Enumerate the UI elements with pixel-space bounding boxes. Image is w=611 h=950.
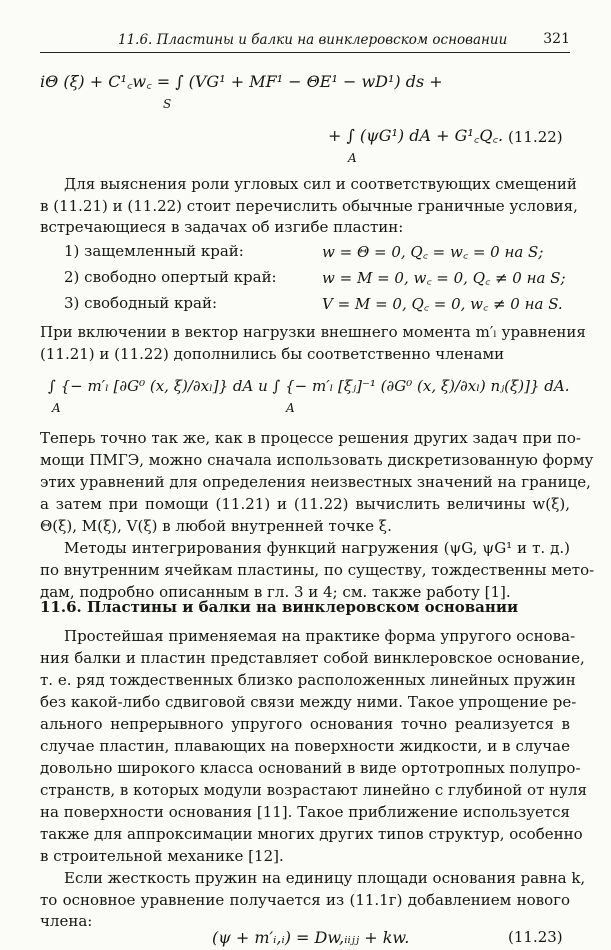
condition-label: 1) защемленный край: bbox=[64, 242, 244, 260]
p5-line: странств, в которых модули возрастают линейно с глубиной от нуля bbox=[40, 781, 587, 799]
p6-line: члена: bbox=[40, 912, 93, 930]
eq-terms-limit: A bbox=[286, 401, 295, 415]
page-number: 321 bbox=[543, 31, 570, 47]
p2-line: (11.21) и (11.22) дополнились бы соответственно членами bbox=[40, 345, 505, 363]
running-header bbox=[40, 30, 570, 53]
eq-11-22-number: (11.22) bbox=[508, 128, 563, 146]
p5-line: в строительной механике [12]. bbox=[40, 847, 284, 865]
eq-terms: ∫ {− m′ₗ [∂G⁰ (x, ξ)/∂xₗ]} dA и ∫ {− m′ₗ [ξⱼ]⁻¹ (∂G⁰ (x, ξ)/∂xₗ) nⱼ(ξ)]} dA. bbox=[48, 377, 570, 395]
p6-line: то основное уравнение получается из (11.1г) добавлением нового bbox=[40, 891, 570, 909]
condition-math: w = M = 0, w꜀ = 0, Q꜀ ≠ 0 на S; bbox=[322, 269, 566, 287]
eq-11-23: (ψ + m′ᵢ,ᵢ) = Dw,ᵢᵢⱼⱼ + kw. bbox=[212, 928, 410, 947]
p5-line: т. е. ряд тождественных близко расположенных линейных пружин bbox=[40, 671, 576, 689]
p5-line: довольно широкого класса оснований в виде ортотропных полупро- bbox=[40, 759, 581, 777]
p3-line: а затем при помощи (11.21) и (11.22) вычислить величины w(ξ), bbox=[40, 495, 570, 513]
p6-line: Если жесткость пружин на единицу площади основания равна k, bbox=[64, 869, 586, 887]
condition-math: V = M = 0, Q꜀ = 0, w꜀ ≠ 0 на S. bbox=[322, 295, 563, 313]
eq-11-22-line2-limit: A bbox=[348, 151, 357, 165]
condition-math: w = Θ = 0, Q꜀ = w꜀ = 0 на S; bbox=[322, 243, 544, 261]
eq-11-22-line2: + ∫ (ψG¹) dA + G¹꜀Q꜀. bbox=[328, 126, 504, 145]
p5-line: также для аппроксимации многих других типов структур, особенно bbox=[40, 825, 583, 843]
p5-line: без какой-либо сдвиговой связи между ними. Такое упрощение ре- bbox=[40, 693, 577, 711]
p4-line: Методы интегрирования функций нагружения (ψG, ψG¹ и т. д.) bbox=[64, 539, 570, 557]
p3-line: Теперь точно так же, как в процессе решения других задач при по- bbox=[40, 429, 581, 447]
p5-line: случае пластин, плавающих на поверхности жидкости, и в случае bbox=[40, 737, 570, 755]
eq-11-22-line1-limit: S bbox=[163, 97, 172, 111]
p1-line: в (11.21) и (11.22) стоит перечислить обычные граничные условия, bbox=[40, 197, 578, 215]
eq-11-23-number: (11.23) bbox=[508, 928, 563, 946]
p1-line: Для выяснения роли угловых сил и соответствующих смещений bbox=[64, 175, 577, 193]
condition-label: 3) свободный край: bbox=[64, 294, 218, 312]
p4-line: дам, подробно описанным в гл. 3 и 4; см. также работу [1]. bbox=[40, 583, 511, 601]
p5-line: Простейшая применяемая на практике форма упругого основа- bbox=[64, 627, 576, 645]
p2-line: При включении в вектор нагрузки внешнего момента m′ₗ уравнения bbox=[40, 323, 586, 341]
p5-line: ального непрерывного упругого основания точно реализуется в bbox=[40, 715, 570, 733]
p5-line: на поверхности основания [11]. Такое приближение используется bbox=[40, 803, 570, 821]
p3-line: мощи ПМГЭ, можно сначала использовать дискретизованную форму bbox=[40, 451, 594, 469]
p3-line: Θ(ξ), M(ξ), V(ξ) в любой внутренней точке ξ. bbox=[40, 517, 392, 535]
eq-11-22-line1: iΘ (ξ) + C¹꜀w꜀ = ∫ (VG¹ + MF¹ − ΘE¹ − wD¹) ds + bbox=[40, 72, 443, 91]
eq-terms-limit: A bbox=[52, 401, 61, 415]
p3-line: этих уравнений для определения неизвестных значений на границе, bbox=[40, 473, 591, 491]
p5-line: ния балки и пластин представляет собой винклеровское основание, bbox=[40, 649, 585, 667]
running-title: 11.6. Пластины и балки на винклеровском основании bbox=[118, 32, 508, 48]
p1-line: встречающиеся в задачах об изгибе пластин: bbox=[40, 218, 404, 236]
p4-line: по внутренним ячейкам пластины, по существу, тождественны мето- bbox=[40, 561, 595, 579]
condition-label: 2) свободно опертый край: bbox=[64, 268, 277, 286]
section-heading: 11.6. Пластины и балки на винклеровском основании bbox=[40, 598, 519, 616]
